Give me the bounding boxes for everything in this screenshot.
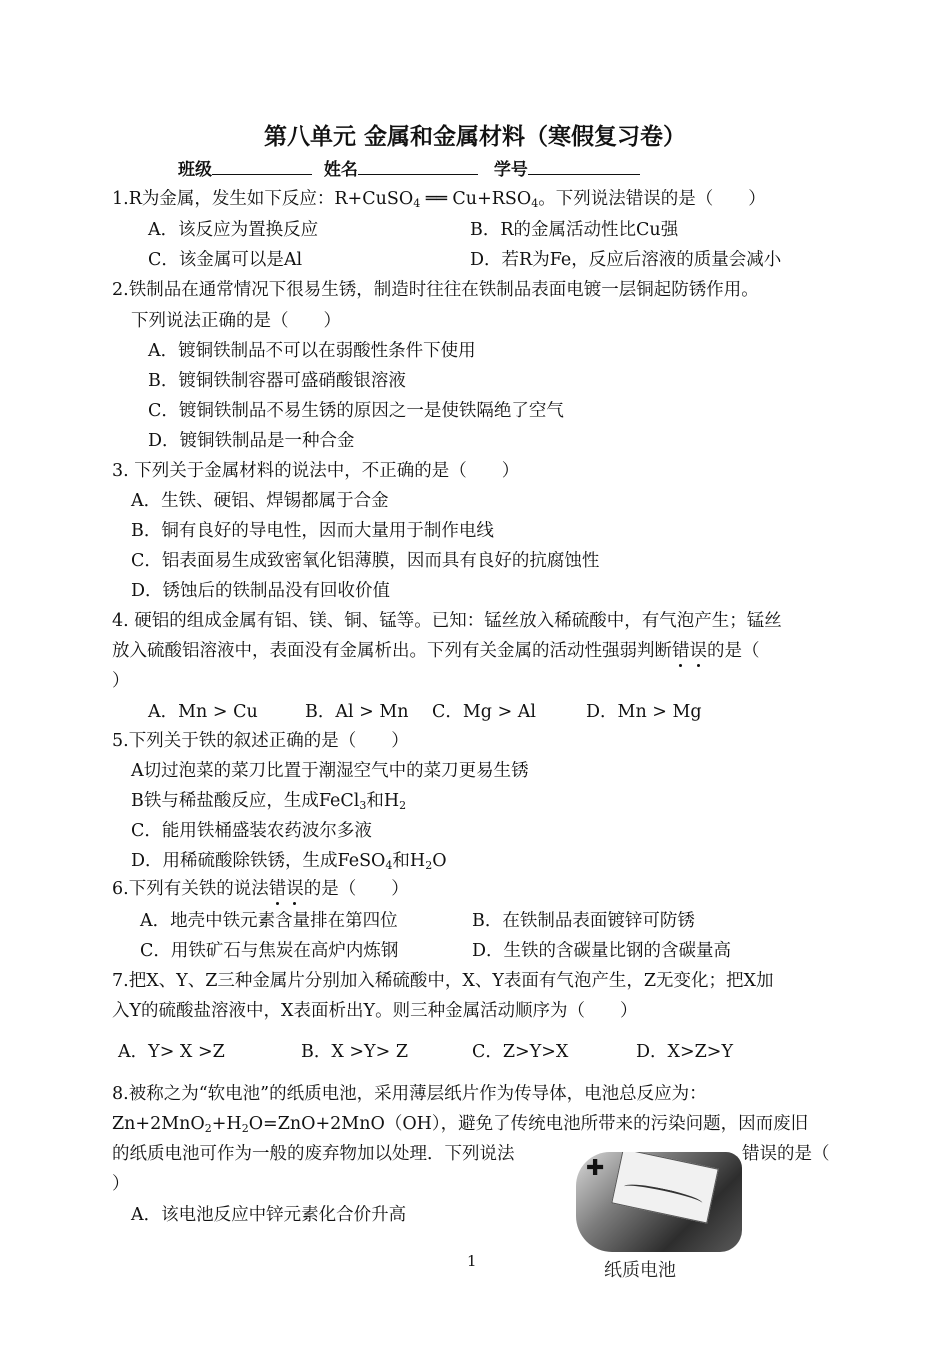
q4-emphasis-1: 错	[672, 641, 690, 661]
q5-d-sub-1: 4	[385, 859, 393, 872]
question-8-stem-line2	[112, 1113, 808, 1135]
q5-b-text: B铁与稀盐酸反应，生成FeCl	[131, 791, 360, 811]
question-4-stem-line2	[112, 640, 760, 662]
q4-option-d: D．Mn > Mg	[586, 702, 702, 722]
q5-d-sub-2: 2	[425, 859, 433, 872]
q6-option-c: C．用铁矿石与焦炭在高炉内炼钢	[140, 941, 399, 961]
photo-caption: 纸质电池	[604, 1260, 676, 1281]
question-4-stem-line1: 4. 硬铝的组成金属有铝、镁、铜、锰等。已知：锰丝放入稀硫酸中，有气泡产生；锰丝	[112, 611, 782, 631]
q3-option-d: D．锈蚀后的铁制品没有回收价值	[131, 581, 391, 601]
q4-line2-text: 放入硫酸铝溶液中，表面没有金属析出。下列有关金属的活动性强弱判断	[112, 641, 672, 661]
question-7-stem-line2: 入Y的硫酸盐溶液中，X表面析出Y。则三种金属活动顺序为（ ）	[112, 1001, 638, 1021]
question-8-stem-line1: 8.被称之为“软电池”的纸质电池，采用薄层纸片作为传导体，电池总反应为：	[112, 1084, 707, 1104]
question-2-stem-line1: 2.铁制品在通常情况下很易生锈，制造时往往在铁制品表面电镀一层铜起防锈作用。	[112, 280, 759, 300]
q4-line2-tail: 的是（	[707, 641, 760, 661]
student-id-label: 学号	[493, 160, 528, 180]
q7-option-a: A．Y> X >Z	[118, 1042, 225, 1062]
q5-option-d	[131, 850, 447, 872]
q5-d-text-3: O	[432, 851, 447, 871]
q6-emphasis-2: 误	[286, 879, 304, 899]
q5-b-sub-1: 3	[359, 799, 367, 812]
q5-b-text-2: 和H	[366, 791, 400, 811]
page-number: 1	[467, 1252, 477, 1270]
question-8-stem-line3-right: 错误的是（	[742, 1144, 830, 1164]
q8-equation-a: Zn+2MnO	[112, 1114, 205, 1134]
q7-option-c: C．Z>Y>X	[472, 1042, 569, 1062]
q6-text: 6.下列有关铁的说法	[112, 879, 269, 899]
q8-equation-b: +H	[211, 1114, 242, 1134]
question-8-stem-line3-left: 的纸质电池可作为一般的废弃物加以处理．下列说法	[112, 1144, 515, 1164]
student-id-blank[interactable]	[528, 158, 640, 175]
q3-option-c: C．铝表面易生成致密氧化铝薄膜，因而具有良好的抗腐蚀性	[131, 551, 600, 571]
page-title: 第八单元 金属和金属材料（寒假复习卷）	[263, 124, 686, 150]
q1-text-c: 。下列说法错误的是（ ）	[538, 189, 766, 209]
question-1-stem	[112, 188, 766, 210]
q2-option-d: D．镀铜铁制品是一种合金	[148, 431, 355, 451]
question-7-stem-line1: 7.把X、Y、Z三种金属片分别加入稀硫酸中，X、Y表面有气泡产生，Z无变化；把X加	[112, 971, 774, 991]
q1-text-a: 1.R为金属，发生如下反应：R+CuSO	[112, 189, 414, 209]
q8-sub-2: 2	[241, 1122, 249, 1135]
q6-text-tail: 的是（ ）	[303, 879, 409, 899]
q5-b-sub-2: 2	[399, 799, 407, 812]
q6-emphasis-1: 错	[268, 879, 287, 899]
question-6-stem	[112, 878, 409, 900]
q2-option-c: C．镀铜铁制品不易生锈的原因之一是使铁隔绝了空气	[148, 401, 564, 421]
battery-card	[611, 1152, 719, 1224]
question-8-stem-line4: ）	[112, 1174, 130, 1194]
q5-option-b	[131, 790, 406, 812]
q6-option-d: D．生铁的含碳量比钢的含碳量高	[472, 941, 732, 961]
q7-option-d: D．X>Z>Y	[636, 1042, 734, 1062]
class-label: 班级	[178, 160, 212, 180]
q6-option-b: B．在铁制品表面镀锌可防锈	[472, 911, 695, 931]
q7-option-b: B．X >Y> Z	[301, 1042, 408, 1062]
q2-option-b: B．镀铜铁制容器可盛硝酸银溶液	[148, 371, 406, 391]
question-4-stem-line3: ）	[112, 671, 130, 691]
q8-sub-1: 2	[204, 1122, 212, 1135]
q4-option-a: A．Mn > Cu	[148, 702, 258, 722]
name-blank[interactable]	[358, 158, 478, 175]
q4-option-b: B．Al > Mn	[305, 702, 409, 722]
plus-icon: ✚	[586, 1156, 605, 1181]
class-blank[interactable]	[212, 158, 312, 175]
q5-option-a: A切过泡菜的菜刀比置于潮湿空气中的菜刀更易生锈	[131, 761, 529, 781]
q4-option-c: C．Mg > Al	[432, 702, 537, 722]
q8-equation-c: O=ZnO+2MnO（OH），避免了传统电池所带来的污染问题，因而废旧	[248, 1114, 809, 1134]
paper-battery-photo	[576, 1152, 742, 1252]
q1-option-a: A．该反应为置换反应	[148, 220, 319, 240]
q6-option-a: A．地壳中铁元素含量排在第四位	[140, 911, 398, 931]
question-3-stem: 3. 下列关于金属材料的说法中，不正确的是（ ）	[112, 461, 520, 481]
q3-option-b: B．铜有良好的导电性，因而大量用于制作电线	[131, 521, 494, 541]
student-info-row	[178, 158, 640, 181]
q1-option-c: C．该金属可以是Al	[148, 250, 303, 270]
name-label: 姓名	[323, 160, 358, 180]
q5-option-c: C．能用铁桶盛装农药波尔多液	[131, 821, 372, 841]
q5-d-text-2: 和H	[392, 851, 426, 871]
q2-option-a: A．镀铜铁制品不可以在弱酸性条件下使用	[148, 341, 476, 361]
q5-d-text: D．用稀硫酸除铁锈，生成FeSO	[131, 851, 386, 871]
q1-text-b: ══ Cu+RSO	[420, 189, 532, 209]
q1-option-d: D．若R为Fe，反应后溶液的质量会减小	[470, 250, 782, 270]
q1-sub-2: 4	[531, 197, 539, 210]
question-5-stem: 5.下列关于铁的叙述正确的是（ ）	[112, 731, 409, 751]
q1-option-b: B．R的金属活动性比Cu强	[470, 220, 679, 240]
question-2-stem-line2: 下列说法正确的是（ ）	[131, 311, 341, 331]
q1-sub-1: 4	[413, 197, 421, 210]
q8-option-a: A．该电池反应中锌元素化合价升高	[131, 1205, 407, 1225]
q4-emphasis-2: 误	[689, 641, 707, 661]
q3-option-a: A．生铁、硬铝、焊锡都属于合金	[131, 491, 389, 511]
